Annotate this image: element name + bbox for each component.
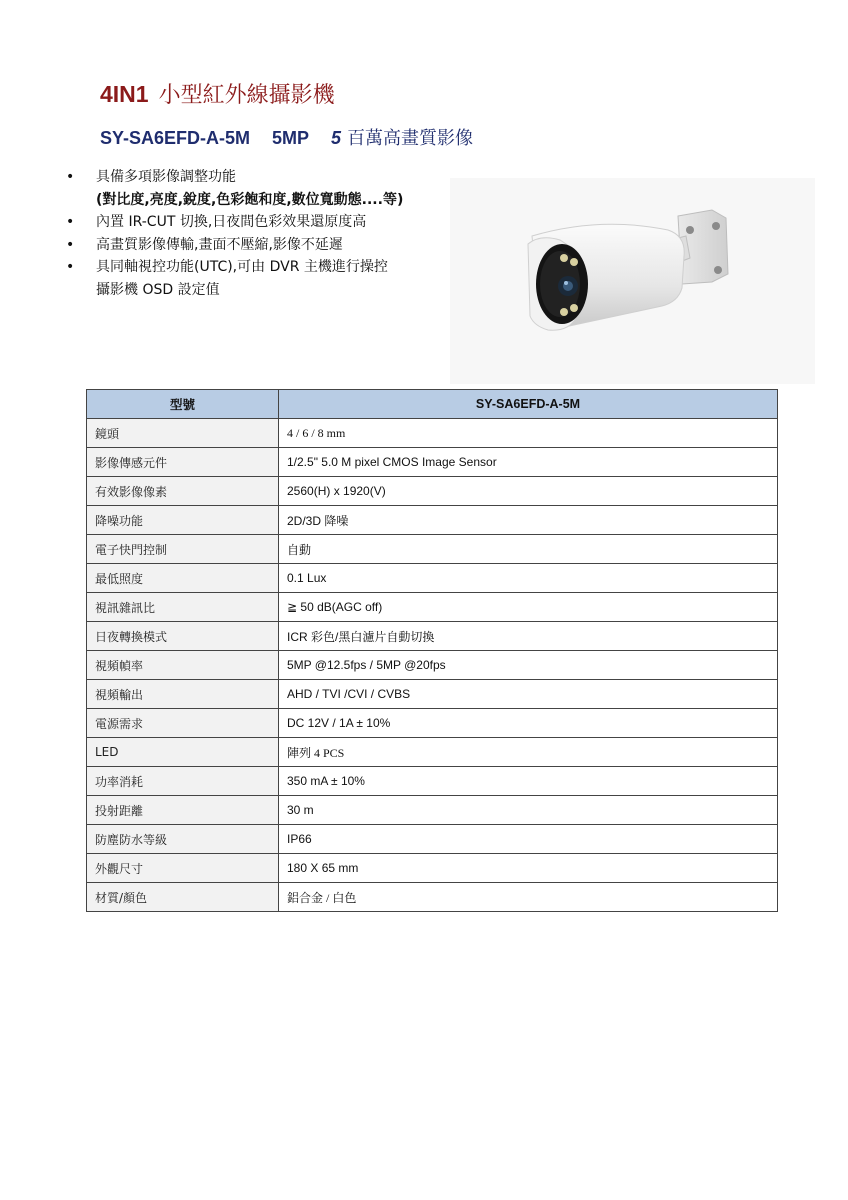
spec-value: 30 m xyxy=(279,796,778,825)
spec-value: 0.1 Lux xyxy=(279,564,778,593)
spec-label: 外觀尺寸 xyxy=(87,854,279,883)
spec-value: 2560(H) x 1920(V) xyxy=(279,477,778,506)
title-model-code: 4IN1 xyxy=(100,81,149,107)
spec-value: 自動 xyxy=(279,535,778,564)
table-row xyxy=(87,448,778,477)
spec-value: IP66 xyxy=(279,825,778,854)
spec-table xyxy=(86,389,778,912)
table-row xyxy=(87,825,778,854)
bullet-icon: • xyxy=(66,214,75,230)
product-image xyxy=(450,178,815,384)
spec-label: 視頻輸出 xyxy=(87,680,279,709)
spec-label: 電源需求 xyxy=(87,709,279,738)
table-header-row xyxy=(87,390,778,419)
table-row xyxy=(87,738,778,767)
title-product-name: 小型紅外線攝影機 xyxy=(158,83,335,108)
bullet-icon: • xyxy=(66,259,75,275)
spec-value: ≧ 50 dB(AGC off) xyxy=(279,593,778,622)
table-row xyxy=(87,796,778,825)
spec-value: 5MP @12.5fps / 5MP @20fps xyxy=(279,651,778,680)
spec-label: 有效影像像素 xyxy=(87,477,279,506)
table-row xyxy=(87,709,778,738)
table-row xyxy=(87,593,778,622)
table-row xyxy=(87,564,778,593)
table-row xyxy=(87,680,778,709)
spec-label: 鏡頭 xyxy=(87,419,279,448)
table-header-cell: 型號 xyxy=(87,390,279,419)
spec-label: 材質/顏色 xyxy=(87,883,279,912)
spec-label: LED xyxy=(87,738,279,767)
spec-value: 2D/3D 降噪 xyxy=(279,506,778,535)
table-row xyxy=(87,535,778,564)
spec-label: 日夜轉換模式 xyxy=(87,622,279,651)
spec-label: 視訊雜訊比 xyxy=(87,593,279,622)
subtitle-number: 5 xyxy=(331,128,342,148)
table-row xyxy=(87,506,778,535)
spec-label: 投射距離 xyxy=(87,796,279,825)
spec-value: 鋁合金 / 白色 xyxy=(279,883,778,912)
table-row xyxy=(87,651,778,680)
feature-subtext: 攝影機 OSD 設定值 xyxy=(96,281,220,298)
feature-list xyxy=(66,166,486,301)
bullet-icon: • xyxy=(66,236,75,253)
feature-text: 高畫質影像傳輸,畫面不壓縮,影像不延遲 xyxy=(96,236,343,253)
subtitle-description: 百萬高畫質影像 xyxy=(347,128,474,149)
table-row xyxy=(87,622,778,651)
feature-item xyxy=(66,166,486,211)
bullet-camera-icon xyxy=(450,178,815,384)
table-header-cell: SY-SA6EFD-A-5M xyxy=(279,390,778,419)
feature-text: 內置 IR-CUT 切換,日夜間色彩效果還原度高 xyxy=(96,214,367,230)
spec-label: 防塵防水等級 xyxy=(87,825,279,854)
page-subtitle xyxy=(100,124,473,150)
spec-value: 陣列 4 PCS xyxy=(279,738,778,767)
spec-label: 最低照度 xyxy=(87,564,279,593)
feature-text: 具備多項影像調整功能 xyxy=(96,169,236,185)
table-row xyxy=(87,477,778,506)
spec-value: DC 12V / 1A ± 10% xyxy=(279,709,778,738)
table-row xyxy=(87,419,778,448)
spec-label: 視頻幀率 xyxy=(87,651,279,680)
spec-value: 350 mA ± 10% xyxy=(279,767,778,796)
feature-text: 具同軸視控功能(UTC),可由 DVR 主機進行操控 xyxy=(96,259,388,275)
spec-value: AHD / TVI /CVI / CVBS xyxy=(279,680,778,709)
spec-value: 180 X 65 mm xyxy=(279,854,778,883)
feature-subtext: (對比度,亮度,銳度,色彩飽和度,數位寬動態....等) xyxy=(96,191,404,208)
page-title xyxy=(100,78,335,109)
subtitle-resolution: 5MP xyxy=(272,128,310,148)
feature-item xyxy=(66,211,486,234)
feature-item xyxy=(66,256,486,301)
spec-label: 電子快門控制 xyxy=(87,535,279,564)
subtitle-model: SY-SA6EFD-A-5M xyxy=(100,128,251,148)
spec-label: 降噪功能 xyxy=(87,506,279,535)
bullet-icon: • xyxy=(66,169,75,185)
table-row xyxy=(87,854,778,883)
feature-item xyxy=(66,234,486,257)
spec-value: 4 / 6 / 8 mm xyxy=(279,419,778,448)
spec-label: 影像傳感元件 xyxy=(87,448,279,477)
spec-value: 1/2.5" 5.0 M pixel CMOS Image Sensor xyxy=(279,448,778,477)
table-row xyxy=(87,883,778,912)
table-row xyxy=(87,767,778,796)
spec-value: ICR 彩色/黑白濾片自動切換 xyxy=(279,622,778,651)
spec-label: 功率消耗 xyxy=(87,767,279,796)
